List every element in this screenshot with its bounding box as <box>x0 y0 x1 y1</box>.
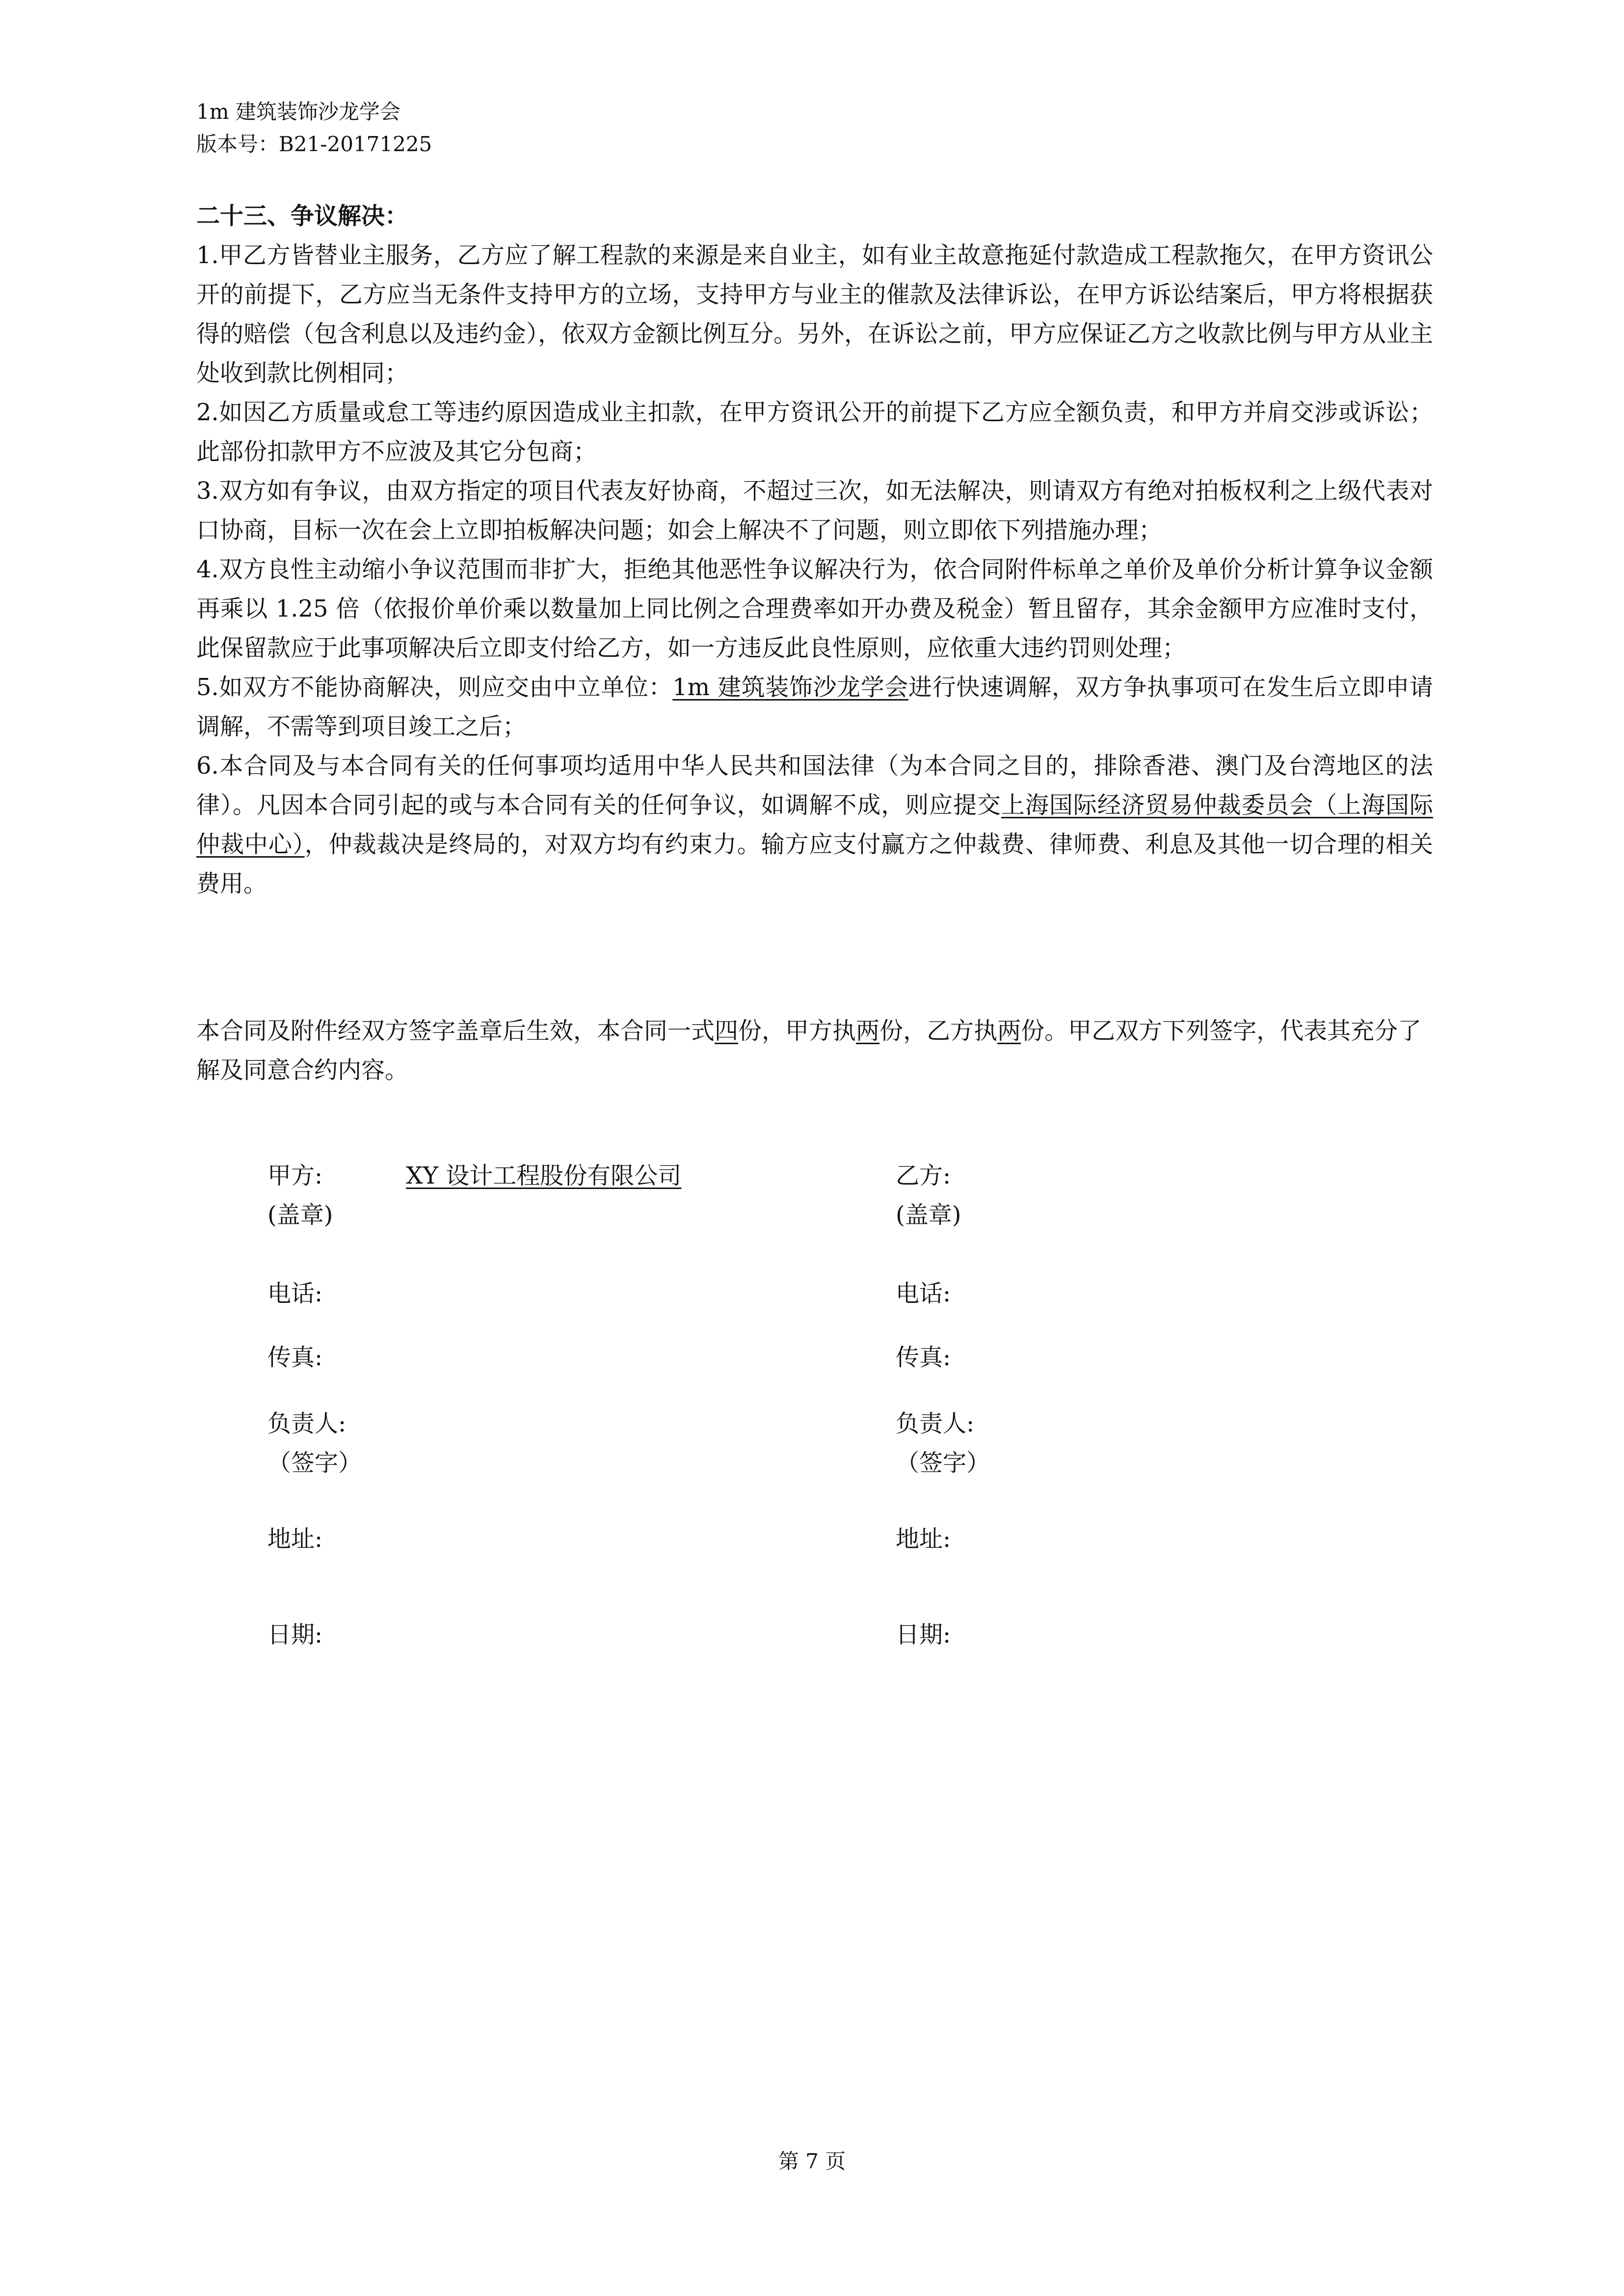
party-a-address: 地址: <box>267 1525 323 1553</box>
party-b-label: 乙方: <box>896 1162 951 1189</box>
closing-text-4: 份。甲乙双方下列签字，代表其充分了解及同意合约内容。 <box>196 1017 1422 1084</box>
mediator-name: 1m 建筑装饰沙龙学会 <box>672 674 909 701</box>
page-number: 第 7 页 <box>778 2149 846 2173</box>
header-version: 版本号：B21-20171225 <box>196 132 432 156</box>
clause-2 <box>196 393 1433 471</box>
clause-4 <box>196 550 1433 668</box>
clause-4-text: 4.双方良性主动缩小争议范围而非扩大，拒绝其他恶性争议解决行为，依合同附件标单之单价及单价分析计算争议金额再乘以 1.25 倍（依报价单价乘以数量加上同比例之合理费率如开办费及税金）暂且留存，其余金额甲方应准时支付，此保留款应于此事项解决后立即支付给乙方，如一方违反此良性原则，应依重大违约罚则处理； <box>196 556 1433 662</box>
copies-party-a: 两 <box>856 1017 880 1045</box>
copies-party-b: 两 <box>997 1017 1021 1045</box>
section-title: 二十三、争议解决： <box>196 202 409 230</box>
clause-2-text: 2.如因乙方质量或怠工等违约原因造成业主扣款，在甲方资讯公开的前提下乙方应全额负责，和甲方并肩交涉或诉讼；此部份扣款甲方不应波及其它分包商； <box>196 399 1433 465</box>
party-a-company: XY 设计工程股份有限公司 <box>406 1162 682 1189</box>
clause-5 <box>196 668 1433 746</box>
clause-6 <box>196 746 1433 903</box>
party-a-sign: （签字） <box>267 1449 362 1477</box>
party-b-date: 日期: <box>896 1621 951 1648</box>
header-org: 1m 建筑装饰沙龙学会 <box>196 100 400 124</box>
party-a-label-row <box>267 1156 681 1195</box>
party-b-seal: (盖章) <box>896 1201 961 1229</box>
party-a-date: 日期: <box>267 1621 323 1648</box>
arbitration-body: 上海国际经济贸易仲裁委员会（上海国际仲裁中心） <box>196 791 1433 858</box>
party-b-fax: 传真: <box>896 1344 951 1371</box>
closing-text-1: 本合同及附件经双方签字盖章后生效，本合同一式 <box>196 1017 715 1045</box>
clause-6-text: 6.本合同及与本合同有关的任何事项均适用中华人民共和国法律（为本合同之目的，排除香港、澳门及台湾地区的法律）。凡因本合同引起的或与本合同有关的任何争议，如调解不成，则应提交 <box>196 752 1433 819</box>
clause-6-text-end: ，仲裁裁决是终局的，对双方均有约束力。输方应支付赢方之仲裁费、律师费、利息及其他一切合理的相关费用。 <box>196 831 1433 897</box>
party-b-address: 地址: <box>896 1525 951 1553</box>
party-a-phone: 电话: <box>267 1280 323 1307</box>
party-a-fax: 传真: <box>267 1344 323 1371</box>
clause-3-text: 3.双方如有争议，由双方指定的项目代表友好协商，不超过三次，如无法解决，则请双方有绝对拍板权利之上级代表对口协商，目标一次在会上立即拍板解决问题；如会上解决不了问题，则立即依下列措施办理； <box>196 477 1433 544</box>
document-header <box>196 96 432 161</box>
clause-1 <box>196 236 1433 393</box>
closing-statement <box>196 1011 1433 1090</box>
copies-total: 四 <box>715 1017 739 1045</box>
party-b-phone: 电话: <box>896 1280 951 1307</box>
party-b-person: 负责人: <box>896 1410 975 1437</box>
clause-5-text-end: 进行快速调解，双方争执事项可在发生后立即申请调解，不需等到项目竣工之后； <box>196 674 1433 740</box>
dispute-section <box>196 196 1433 903</box>
clause-1-text: 1.甲乙方皆替业主服务，乙方应了解工程款的来源是来自业主，如有业主故意拖延付款造成工程款拖欠，在甲方资讯公开的前提下，乙方应当无条件支持甲方的立场，支持甲方与业主的催款及法律诉讼，在甲方诉讼结案后，甲方将根据获得的赔偿（包含利息以及违约金），依双方金额比例互分。另外，在诉讼之前，甲方应保证乙方之收款比例与甲方从业主处收到款比例相同； <box>196 242 1434 387</box>
party-a-person: 负责人: <box>267 1410 346 1437</box>
party-a-label: 甲方: <box>267 1162 323 1189</box>
party-a-seal: (盖章) <box>267 1201 333 1229</box>
clause-3 <box>196 471 1433 550</box>
party-b-sign: （签字） <box>896 1449 990 1477</box>
closing-text-3: 份，乙方执 <box>879 1017 998 1045</box>
closing-text-2: 份，甲方执 <box>738 1017 856 1045</box>
clause-5-text: 5.如双方不能协商解决，则应交由中立单位： <box>196 674 673 701</box>
